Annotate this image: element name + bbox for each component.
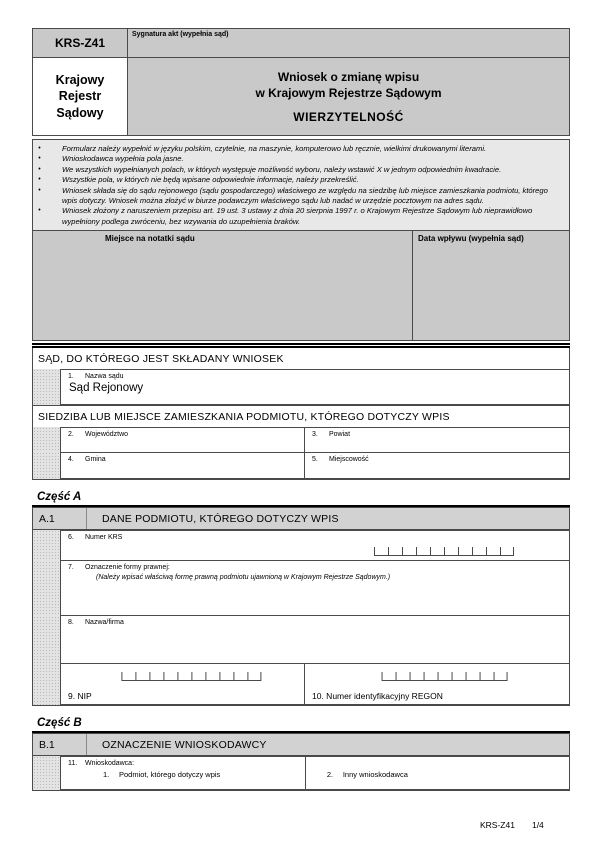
- seat-row-2: [33, 452, 569, 479]
- instruction-item: • We wszystkich wypełnianych polach, w których występuje możliwość wyboru, należy wstawić X w jednym odpowiednim kwadracie.: [35, 165, 563, 175]
- section-a1-header: [33, 508, 569, 530]
- option-label: Inny wnioskodawca: [342, 770, 408, 780]
- court-section-header: SĄD, DO KTÓREGO JEST SKŁADANY WNIOSEK: [33, 348, 569, 369]
- applicant-field: [60, 756, 569, 790]
- instruction-item: • Wniosek złożony z naruszeniem przepisu art. 19 ust. 3 ustawy z dnia 20 sierpnia 1997 r. o Krajowym Rejestrze Sądowym lub nieprawidłowo wypełniony podlega zwróceniu, bez wzywania do uzupełnienia braków.: [35, 206, 563, 227]
- court-name-row: [33, 369, 569, 405]
- bullet-icon: •: [38, 155, 41, 163]
- case-file-number-field: Sygnatura akt (wypełnia sąd): [128, 28, 570, 58]
- part-a-label: Część A: [37, 491, 82, 504]
- field-number: 7.: [68, 564, 74, 572]
- section-a1-code: A.1: [39, 512, 55, 525]
- company-name-field[interactable]: [60, 616, 569, 664]
- voivodeship-field[interactable]: [60, 427, 305, 453]
- page-footer: [480, 820, 544, 830]
- section-spine: [33, 756, 60, 790]
- section-b1-header: [33, 734, 569, 756]
- field-label: Numer KRS: [85, 534, 123, 542]
- instructions-box: [32, 139, 570, 231]
- bullet-icon: •: [38, 186, 41, 194]
- section-b1: [32, 733, 570, 791]
- date-received-area: Data wpływu (wypełnia sąd): [413, 231, 569, 340]
- locality-field[interactable]: [305, 452, 569, 479]
- form-subtitle: WIERZYTELNOŚĆ: [293, 110, 404, 125]
- field-label: Oznaczenie formy prawnej:: [85, 564, 170, 572]
- county-field[interactable]: [305, 427, 569, 453]
- krs-z41-form: [32, 28, 570, 791]
- option-number: 2.: [326, 770, 334, 780]
- field-number: 5.: [312, 456, 318, 464]
- option-number: 1.: [103, 770, 110, 780]
- instruction-item: • Wszystkie pola, w których nie będą wpisane odpowiednie informacje, należy przekreślić.: [35, 175, 563, 185]
- field-label: Województwo: [85, 431, 129, 439]
- commune-field[interactable]: [60, 452, 305, 479]
- nip-regon-row: [33, 664, 569, 705]
- bullet-icon: •: [38, 207, 41, 215]
- field-label: Wnioskodawca:: [85, 760, 135, 768]
- section-a1-title: DANE PODMIOTU, KTÓREGO DOTYCZY WPIS: [86, 508, 569, 529]
- field-number: 1.: [68, 373, 74, 381]
- section-spine: [33, 369, 60, 405]
- section-spine: [33, 561, 60, 616]
- field-label: Nazwa sądu: [85, 373, 124, 381]
- nip-field[interactable]: [60, 664, 305, 705]
- krs-number-field[interactable]: [60, 530, 569, 561]
- court-name-field[interactable]: [60, 369, 569, 405]
- section-spine: [33, 530, 60, 561]
- form-title-line1: Wniosek o zmianę wpisu: [277, 69, 420, 84]
- instruction-item: • Wniosek składa się do sądu rejonowego (sądu gospodarczego) właściwego ze względu na siedzibę lub miejsce zamieszkania podmiotu, którego wpis dotyczy. Wniosek można złożyć w biurze podawczym właściwego sądu lub nadać w urzędzie pocztowym na adres sądu.: [35, 186, 563, 207]
- legal-form-field[interactable]: [60, 561, 569, 616]
- applicant-option-other[interactable]: [305, 770, 408, 779]
- section-spine: [33, 427, 60, 453]
- krs-comb-field[interactable]: [374, 547, 514, 556]
- field-number: 8.: [68, 619, 74, 627]
- court-notes-row: [32, 231, 570, 341]
- field-label: Nazwa/firma: [85, 619, 124, 627]
- registry-name-line: Rejestr: [58, 89, 102, 104]
- applicant-option-subject[interactable]: [61, 770, 305, 779]
- court-name-value: Sąd Rejonowy: [69, 382, 144, 395]
- bullet-icon: •: [38, 176, 41, 184]
- field-label: Miejscowość: [329, 456, 369, 464]
- bullet-icon: •: [38, 145, 41, 152]
- seat-section-header: SIEDZIBA LUB MIEJSCE ZAMIESZKANIA PODMIOTU, KTÓREGO DOTYCZY WPIS: [33, 405, 569, 427]
- applicant-row: [33, 756, 569, 790]
- section-spine: [33, 664, 60, 705]
- registry-name-line: Krajowy: [55, 73, 105, 88]
- krs-number-row: [33, 530, 569, 561]
- option-label: Podmiot, którego dotyczy wpis: [119, 770, 221, 780]
- part-b-label: Część B: [37, 717, 82, 730]
- legal-form-note: (Należy wpisać właściwą formę prawną podmiotu ujawnioną w Krajowym Rejestrze Sądowym.): [96, 574, 391, 582]
- bullet-icon: •: [38, 165, 41, 173]
- form-title-line2: w Krajowym Rejestrze Sądowym: [255, 86, 442, 100]
- legal-form-row: [33, 561, 569, 616]
- field-number: 11.: [68, 760, 78, 768]
- section-a1: [32, 507, 570, 706]
- registry-name-line: Sądowy: [56, 105, 104, 120]
- regon-label: 10. Numer identyfikacyjny REGON: [312, 691, 443, 702]
- form-code-cell: KRS-Z41: [32, 28, 128, 58]
- footer-form-code: KRS-Z41: [480, 820, 515, 830]
- instruction-item: • Wnioskodawca wypełnia pola jasne.: [35, 154, 563, 164]
- form-header-row2: [32, 58, 570, 136]
- field-number: 6.: [68, 534, 74, 542]
- nip-label: 9. NIP: [68, 691, 92, 702]
- company-name-row: [33, 616, 569, 664]
- section-b1-title: OZNACZENIE WNIOSKODAWCY: [86, 734, 569, 755]
- section-spine: [33, 616, 60, 664]
- applicant-column-divider: [305, 757, 306, 789]
- nip-comb-field[interactable]: [121, 672, 261, 681]
- regon-comb-field[interactable]: [382, 672, 508, 681]
- form-title-cell: [128, 58, 570, 136]
- court-section: [32, 348, 570, 480]
- field-label: Gmina: [85, 456, 106, 464]
- court-notes-area: Miejsce na notatki sądu: [33, 231, 413, 340]
- regon-field[interactable]: [305, 664, 569, 705]
- section-spine: [33, 452, 60, 479]
- field-number: 3.: [312, 431, 318, 439]
- field-number: 2.: [68, 431, 74, 439]
- footer-page-number: 1/4: [531, 820, 544, 830]
- registry-name: [32, 58, 128, 136]
- seat-row-1: [33, 427, 569, 453]
- form-header-row1: [32, 28, 570, 58]
- field-number: 4.: [68, 456, 74, 464]
- section-b1-code: B.1: [39, 738, 55, 751]
- instruction-item: • Formularz należy wypełnić w języku polskim, czytelnie, na maszynie, komputerowo lub ręcznie, wielkimi drukowanymi literami.: [35, 144, 563, 154]
- field-label: Powiat: [329, 431, 351, 439]
